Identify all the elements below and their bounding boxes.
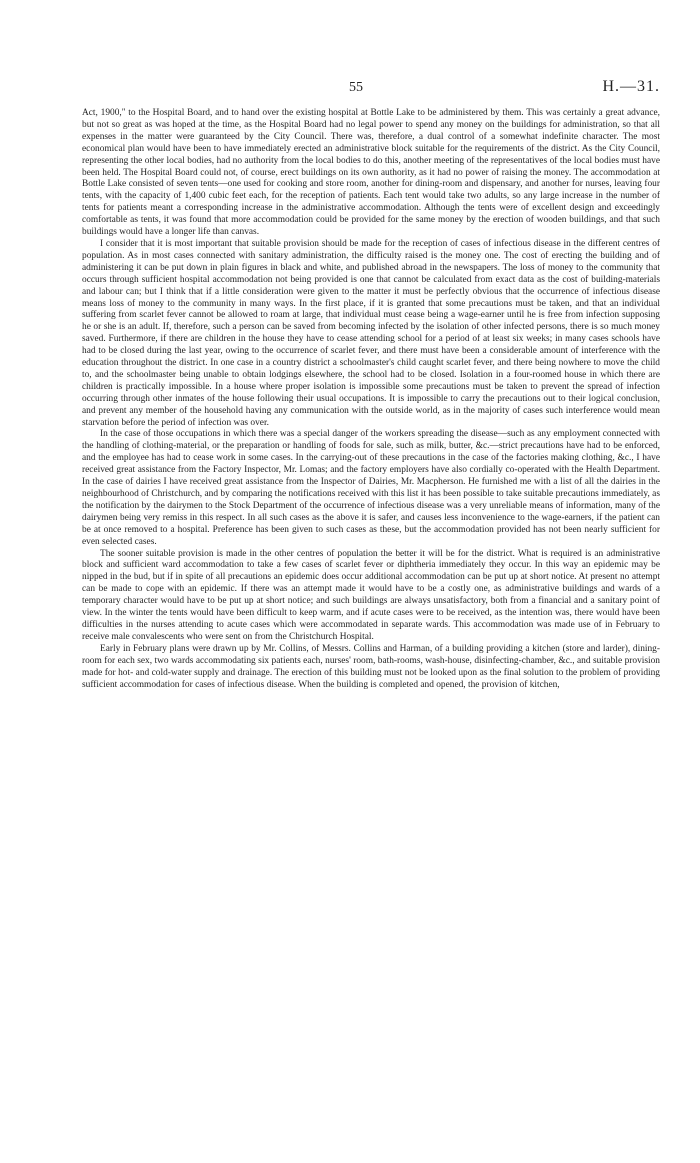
paragraph-infectious-provision: I consider that it is most important that suitable provision should be made for the reception of cases of infectious disease in the different centres of population. As in most cases connected with sanitary administration, the difficulty raised is the money one. The cost of erecting the building and of administering it can be put down in plain figures in black and white, and published abroad in the newspapers. The loss of money to the community that occurs through sufficient hospital accommodation not being provided is one that cannot be calculated from exact data as the cost of building-materials and labour can; but I think that if a little consideration were given to the matter it must be perfectly obvious that the occurrence of infectious disease means loss of money to the community in many ways. In the first place, if it is granted that some precautions must be taken, and that an individual suffering from scarlet fever cannot be allowed to roam at large, that individual must cease being a wage-earner until he is free from infection supposing he or she is an adult. If, therefore, such a person can be saved from becoming infected by the isolation of other infected persons, there is so much money saved. Furthermore, if there are children in the house they have to cease attending school for a period of at least six weeks; in many cases schools have had to be closed during the last year, owing to the occurrence of scarlet fever, and there must have been a considerable amount of interference with the education throughout the district. In one case in a country district a schoolmaster's child caught scarlet fever, and there being nowhere to move the child to, and the schoolmaster being unable to obtain lodgings elsewhere, the school had to be closed. Isolation in a four-roomed house in which there are children is practically impossible. In a house where proper isolation is impossible some precautions must be taken to prevent the spread of infection occurring through other inmates of the house following their usual occupations. It is impossible to carry the precautions out to their logical conclusion, and prevent any member of the household having any communication with the outside world, as in the majority of cases such interference would mean starvation before the period of infection was over. xyxy=(82,238,660,428)
paragraph-february-plans: Early in February plans were drawn up by Mr. Collins, of Messrs. Collins and Harman, of a building providing a kitchen (store and larder), dining-room for each sex, two wards accommodating six patients each, nurses' room, bath-rooms, wash-house, disinfecting-chamber, &c., and suitable provision made for hot- and cold-water supply and drainage. The erection of this building must not be looked upon as the final solution to the problem of providing sufficient accommodation for cases of infectious disease. When the building is completed and opened, the provision of kitchen, xyxy=(82,643,660,690)
document-reference: H.—31. xyxy=(602,78,660,95)
paragraph-occupations: In the case of those occupations in which there was a special danger of the workers spreading the disease—such as any employment connected with the handling of clothing-material, or the preparation or handling of foods for sale, such as milk, butter, &c.—strict precautions have had to be enforced, and the employee has had to cease work in some cases. In the carrying-out of these precautions in the case of the factories making clothing, &c., I have received great assistance from the Factory Inspector, Mr. Lomas; and the factory employers have also cordially co-operated with the Health Department. In the case of dairies I have received great assistance from the Inspector of Dairies, Mr. Macpherson. He furnished me with a list of all the dairies in the neighbourhood of Christchurch, and by comparing the notifications received with this list it has been possible to take suitable precautions immediately, as the notification by the dairymen to the Stock Department of the occurrence of infectious disease was a very unreliable means of information, many of the dairymen being very remiss in this respect. In all such cases as the above it is safer, and causes less inconvenience to the wage-earners, if the patient can be at once removed to a hospital. Preference has been given to such cases as these, but the accommodation provided has not been nearly sufficient for even selected cases. xyxy=(82,429,660,547)
body-text xyxy=(82,108,660,691)
page-number: 55 xyxy=(349,80,363,95)
paragraph-hospital-board: Act, 1900," to the Hospital Board, and to hand over the existing hospital at Bottle Lake to be administered by them. This was certainly a great advance, but not so great as was hoped at the time, as the Hospital Board had no legal power to spend any money on the buildings for administration, so that all expenses in the matter were guaranteed by the City Council. There was, therefore, a dual control of a somewhat indefinite character. The most economical plan would have been to have immediately erected an administrative block suitable for the requirements of the district. As the City Council, representing the other local bodies, had no authority from the local bodies to do this, another meeting of the representatives of the local bodies must have been held. The Hospital Board could not, of course, erect buildings on its own authority, as it had no power of raising the money. The accommodation at Bottle Lake consisted of seven tents—one used for cooking and store room, another for dining-room and dispensary, and another for nurses, leaving four tents, with the capacity of 1,400 cubic feet each, for the reception of patients. Each tent would take two adults, so any large increase in the number of tents for patients meant a corresponding increase in the administrative accommodation. Although the tents were of excellent design and exceedingly comfortable as tents, it was found that more accommodation could be provided for the same money by the erection of wooden buildings, and that such buildings would have a longer life than canvas. xyxy=(82,108,660,238)
paragraph-other-centres: The sooner suitable provision is made in the other centres of population the better it will be for the district. What is required is an administrative block and sufficient ward accommodation to take a few cases of scarlet fever or diphtheria immediately they occur. In this way an epidemic may be nipped in the bud, but if in spite of all precautions an epidemic does occur additional accommodation can be put up at short notice. At present no attempt can be made to cope with an epidemic. If there was an attempt made it would have to be a costly one, as administrative buildings and wards of a temporary character would have to be put up at short notice; and such buildings are always unsatisfactory, both from a financial and a sanitary point of view. In the winter the tents would have been difficult to keep warm, and if acute cases were to be received, as the intention was, there would have been difficulties in the nurses attending to acute cases which were accommodated in separate wards. This accommodation was made use of in February to receive male convalescents who were sent on from the Christchurch Hospital. xyxy=(82,548,660,642)
